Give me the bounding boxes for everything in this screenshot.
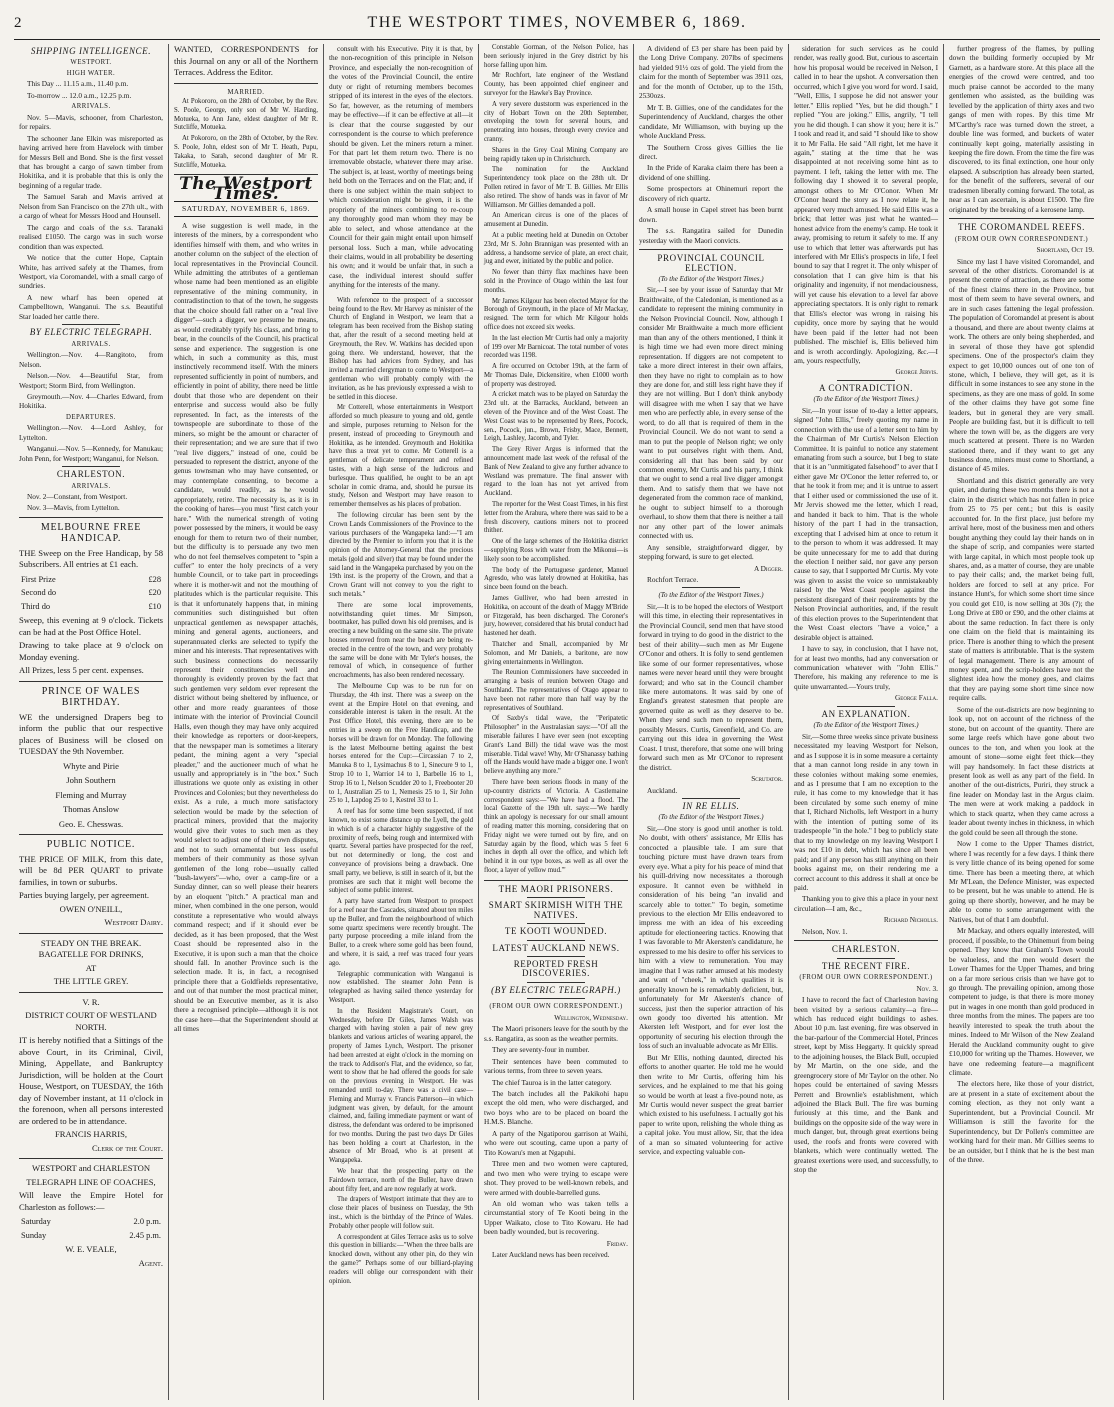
shipping-paragraph: A new wharf has been opened at Campbelltown, Wanganui. The s.s. Beautiful Star loaded her cattle there.: [19, 292, 163, 321]
news-paragraph: The drapers of Westport intimate that they are to close their places of business on Tuesday, the 9th inst., which is the birthday of the Prince of Wales. Probably other people will follow suit.: [329, 1196, 473, 1230]
masthead: [14, 14, 1100, 40]
divider: [19, 517, 163, 518]
to-editor-line: (To the Editor of the Westport Times.): [658, 591, 764, 600]
report-paragraph: Shortland and this district generally are very quiet, and during these two months there is not a claim in the district which has not fallen in price from 25 to 75 per cent.; but this is easily accounted for. In the first place, just before my arrival here, most of the business men and others bought anything they could lay their hands on in the shape of scrip, and companies were started with large capital, in which most people took up shares, and, as a matter of course, they are unable to pay their calls; and, the market being full, holders are forced to sell at any price. For instance Hunt's, for which some short time since you could get £10, is now selling at 30s (?); the Long Drive at £80 or £90, and the other claims at about the same reduction. In fact there is only one claim on the field that is maintaining its price. There is another thing to which the present state of matters is attributable. That is the system of legal management. There is any amount of money spent, and the scrip-holders have not the slightest idea how the money goes, and claims that they are paying some short time since now require calls.: [949, 475, 1094, 703]
column-7: [944, 44, 1099, 1400]
court-ad: [19, 997, 163, 1155]
arrivals-heading: ARRIVALS.: [71, 482, 111, 490]
to-editor-line: (To the Editor of the Westport Times.): [658, 813, 764, 822]
drapers-list: [19, 761, 163, 831]
telegram-paragraph: A dividend of £3 per share has been paid by the Long Drive Company. 207lbs of specimens had yielded 91½ ozs of gold. The yield from the claim for the month of September was 3911 ozs, and for the month of October, up to the 15th, 2530ozs.: [639, 44, 783, 101]
charleston-heading: CHARLESTON.: [831, 944, 901, 955]
coach-time: 2.0 p.m.: [133, 1217, 161, 1227]
draper-name: Fleming and Murray: [55, 789, 127, 800]
arrival-entry: Nov. 5—Mavis, schooner, from Charleston, for repairs.: [19, 112, 163, 132]
high-water-heading: HIGH WATER.: [66, 69, 116, 77]
telegraph-subheading: (BY ELECTRIC TELEGRAPH.): [491, 984, 621, 995]
coach-day: Saturday: [21, 1217, 51, 1227]
marriage-notice: At Pokororo, on the 28th of October, by the Rev. S. Poole, John, eldest son of Mr T. Heath, Pupu, Takaka, to Sarah, second daughter of Mr R. Sutcliffe, Motueka.: [174, 135, 318, 169]
telegram-paragraph: The chief Tauroa is in the latter category.: [492, 1077, 612, 1087]
letter-paragraph: Sir,—One story is good until another is told. No doubt, with others' assistance, Mr Ellis has concocted a plausible tale. I am sure that touching picture must have drawn tears from every eye. What a pity for his peace of mind that his quill-driving now necessitates a thorough exposure. It cannot even be withheld in consideration of his being "an invalid and scarcely able to totter." To begin, sometime previous to the election Mr Ellis endeavored to impress me with an idea of his exceeding aptitude for electioneering tactics. Knowing that I was favorable to Mr Akersten's candidature, he expressed to me his desire to offer his services to him with a view to remuneration. You may imagine that I was rather amused at his modesty and want of "cheek," in which qualities it is generally known he is remarkably deficient, but, unfortunately for Mr Akersten's chance of success, just then the superior attraction of his own goody too diverted his attention. Mr Akersten left Westport, and for ever lost the opportunity of securing his election through the loss of such an invaluable advocate as Mr Ellis.: [639, 823, 783, 1051]
column-3: [324, 44, 479, 1400]
high-water-today: This Day ... 11.15 a.m., 11.40 p.m.: [27, 79, 129, 89]
divider: [682, 587, 740, 588]
news-paragraph: The body of the Portuguese gardener, Manuel Agresdo, who was lately drowned at Hokitika, has since been found on the beach.: [484, 566, 628, 592]
coach-signature: W. E. VEALE,: [65, 1244, 117, 1255]
telegram-paragraph: Three men and two women were captured, and two men who were trying to escape were shot. They proved to be well-known rebels, and were armed with double-barrelled guns.: [484, 1159, 628, 1197]
divider: [682, 798, 740, 799]
news-paragraph: The nomination for the Auckland Superintendency took place on the 28th ult. Dr Pollen retired in favor of Mr T. B. Gillies. Mr Ellis also retired. The show of hands was in favor of Mr Williamson. Mr Gillies demanded a poll.: [484, 166, 628, 209]
news-paragraph: A cricket match was to be played on Saturday the 23rd ult. at the Barracks, Auckland, between an eleven of the Province and of the West Coast. The West Coast was to be represented by Rees, Pocock, sen., Pocock, jun., Brown, Frisby, Mace, Bennett, Leigh, Lashley, Jacomb, and Tyler.: [484, 391, 628, 443]
coach-heading: WESTPORT and CHARLESTON: [31, 1163, 151, 1174]
departure-entry: Wellington.—Nov. 4—Lord Ashley, for Lyttelton.: [19, 423, 163, 442]
wanted-text: WANTED, CORRESPONDENTS for this Journal on any or all of the Northern Terraces. Address the Editor.: [174, 44, 318, 77]
newspaper-title: THE WESTPORT TIMES, NOVEMBER 6, 1869.: [367, 14, 747, 31]
news-paragraph: In the last election Mr Curtis had only a majority of 199 over Mr Barnicoat. The total number of votes recorded was 1198.: [484, 334, 628, 360]
auckland-heading: LATEST AUCKLAND NEWS.: [492, 942, 620, 953]
divider: [174, 83, 318, 84]
report-paragraph: I have to record the fact of Charleston having been visited by a serious calamity—a fire—which has reduced eight buildings to ashes. About 10 p.m. last evening, fire was observed in the bar-parlour of the Commercial Hotel, Princes street, kept by Miss Heggarty. It quickly spread to the adjoining houses, the Black Bull, occupied by Mr Martin, on the one side, and the greengrocery store of Mr Taylor on the other. No hopes could be entertained of saving Messrs Perrett and Brownlie's establishment, which adjoined the Black Bull. The fire was burning furiously at this time, and the Bank and buildings on the opposite side of the way were in much danger, but, through great exertions being used, the roofs and fronts were covered with blankets, which were continually wetted. The greatest exertions were used, and successfully, to stop the: [794, 995, 938, 1175]
telegram-paragraph: A party of the Ngatiporou garrison at Waihi, who were out scouting, came upon a party of Tito Kowaru's men at Ngapuhi.: [484, 1128, 628, 1157]
telegram-paragraph: The Southern Cross gives Gillies the lie direct.: [639, 142, 783, 161]
divider: [949, 218, 1094, 219]
news-paragraph: In the Resident Magistrate's Court, on Wednesday, before Dr Giles, James Walsh was charged with having stolen a pair of new grey blankets and various articles of wearing apparel, the property of James Lynch, Westport. The prisoner had been arrested at eight o'clock in the morning on the track to Addison's Flat, and the evidence, so far, went to show that he had offered the goods for sale on the previous evening in Westport. He was remanded until to-day. There was a civil case—Fleming and Murray v. Francis Patterson—in which judgment was given, by default, for the amount claimed, and, failing immediate payment or want of distress, the defendant was ordered to be imprisoned for two months. During the past two days Dr Giles has been holding a court at Charleston, in the absence of Mr Broad, who is at present at Wangapeka.: [329, 1007, 473, 1165]
correspondent-line: (FROM OUR OWN CORRESPONDENT.): [489, 1003, 623, 1011]
maori-heading: THE MAORI PRISONERS.: [498, 883, 614, 894]
shipping-paragraph: The schooner Jane Elkin was misreported as having arrived here from Havelock with timber for Messrs Bell and Bond. She is the first vessel that has brought a cargo of sawn timber from Hokitika, and it is probable that this is only the beginning of a regular trade.: [19, 133, 163, 190]
news-paragraph: The Reunion Commissioners have succeeded in arranging a basis of reunion between Otago and Southland. The representatives of Otago appear to have been not rather more than half way by the representatives of Southland.: [484, 669, 628, 712]
handicap-ad: [19, 522, 163, 677]
telegram-paragraph: They are seventy-four in number.: [492, 1045, 590, 1055]
coach-ad: [19, 1163, 163, 1269]
contradiction-heading: A CONTRADICTION.: [818, 382, 914, 393]
divider: [19, 834, 163, 835]
milk-text: THE PRICE OF MILK, from this date, will be 8d PER QUART to private families, in town or suburbs.: [19, 853, 163, 887]
draper-name: Thomas Anslow: [62, 804, 120, 815]
milk-signature: OWEN O'NEILL,: [59, 903, 123, 914]
correspondent-line: (FROM OUR OWN CORRESPONDENT.): [799, 974, 933, 982]
shipping-paragraph: The cargo and coals of the s.s. Taranaki realised £1050. The cargo was in such worse condition than was expected.: [19, 222, 163, 251]
dateline: Shortland, Oct 19.: [1036, 245, 1094, 255]
to-editor-line: (To the Editor of the Westport Times.): [813, 395, 919, 404]
divider: [527, 956, 585, 957]
sweep-note: Sweep, this evening at 9 o'clock. Tickets can be had at the Post Office Hotel.: [19, 615, 163, 637]
columns: [14, 44, 1100, 1400]
draper-name: John Southern: [66, 775, 116, 786]
coach-time: 2.45 p.m.: [129, 1230, 161, 1240]
prize-value: £20: [148, 588, 161, 598]
birthday-ad: [19, 686, 163, 831]
coach-agent: Agent.: [138, 1257, 163, 1268]
paper-nameplate: The Westport Times.: [179, 174, 313, 204]
editorial-continued: consult with his Executive. Pity it is that, by the non-recognition of this principle in Nelson Province, and especially the non-recognition of the votes of the Provincial Council, the entire duty or right of returning members becomes stripped of its interest in the eyes of the electors. So far, however, as the returning of members may be effective—if it can be effective at all—it is clear that the course suggested by our correspondent is the course to which preference should be given. Let the miners return a miner. For that part let them return two. There is no irremovable obstacle, whatever there may arise. The subject is, at least, worthy of meetings being held both on the Terraces and on the Flat; and, if there is one subject within the main subject to which consideration might be given, it is the propriety of the miners combining to re-coup any thoroughly good man whom they may be able to select, and whose attendance at the Council for their gain might entail upon himself personal loss. Such a man, while advocating their claims, would in all probability be deserting his own; and it would be unfair that, in such a case, the individual interest should suffer anything for the interests of the many.: [329, 44, 473, 290]
divider: [527, 982, 585, 983]
telegram-paragraph: Their sentences have been commuted to various terms, from three to seven years.: [484, 1056, 628, 1076]
news-paragraph: A party have started from Westport to prospect for a reef near the Cascades, situated about ten miles up the Buller, and from the neighbourhood of which some quartz specimens were recently brought. The party purpose proceeding a mile inland from the Buller, to a creek where some gold has been found, and where, it is said, a reef was traced four years ago.: [329, 898, 473, 967]
letter-paragraph: Sir,—I see by your issue of Saturday that Mr Braithwaite, of the Caledonian, is mentioned as a candidate to represent the mining community in the Nelson Provincial Council. Now, although I consider Mr Braithwaite a much more efficient man than any of the others mentioned, I think it is high time we had even more direct mining representation. If diggers are not competent to take a more direct interest in their own affairs, then they have no right to complain as to how they are done for, and still less right have they if they are not willing. But I don't think anybody will disagree with me when I say that we have men who are perfectly able, in every sense of the word, to do all that is required of them in the Provincial Council. We do not want to send a man to put the people of Nelson right; we only want to put ourselves right with them. And, considering all that has been said by our common enemy, Mr Curtis and his party, I think that we ought to send a real live digger amongst them. And to satisfy them that we have not degenerated from the common race of mankind, he ought to subject himself to a thorough overhaul, to show them that there is neither a tail nor any other part of the lower animals connected with us.: [639, 285, 783, 541]
telegraph-entry: Nelson.—Nov. 4—Beautiful Star, from Westport; Storm Bird, from Wellington.: [19, 371, 163, 390]
shipping-paragraph: We notice that the cutter Hope, Captain White, has arrived safely at the Thames, from Westport, via Coromandel, with a small cargo of sundries.: [19, 253, 163, 291]
divider: [19, 1158, 163, 1159]
dateline: Nov. 3.: [916, 983, 938, 993]
handicap-heading: MELBOURNE FREE HANDICAP.: [40, 521, 142, 545]
news-paragraph: There are some local improvements, notwithstanding quiet times. Mr Simpson, bootmaker, has pulled down his old premises, and is erecting a new building on the same site. The private houses removed from near the beach are being re-erected in the centre of the town, and very probably the same will be done with Mr Tyler's houses, the removal of which, in consequence of further encroachments, has also been rendered necessary.: [329, 601, 473, 680]
report-paragraph: Since my last I have visited Coromandel, and several of the other districts. Coromandel is at present the centre of attraction, as there are some of the finest claims there in the Province, but most of them seem to have several owners, and are in such cases fattening the legal profession. The population of Coromandel at present is about a thousand, and there are about twenty claims at work. The others are only being shepherded, and in several of those they have got splendid specimens. One of the prospector's claim they expect to get 10,000 ounces out of one ton of stone, which, I believe, they will get, as it is difficult in some instances to see any stone in the specimens, as they are one mass of gold. In some of the other claims they have got some fine leaders, but in general they are very small. People are building fast, but it is difficult to tell where the town will be, as the diggers are very much scattered at present. There is no Warden stationed there, and if they want to get any business done, miners must come to Shortland, a distance of 45 miles.: [949, 256, 1094, 474]
telegram-paragraph: The Maori prisoners leave for the south by the s.s. Rangatira, as soon as the weather permits.: [484, 1024, 628, 1043]
letter-signature: George Jervis.: [895, 367, 938, 377]
coromandel-heading: THE COROMANDEL REEFS.: [957, 222, 1086, 233]
column-6: [789, 44, 944, 1400]
letter-signature: A Digger.: [753, 563, 783, 573]
coach-text: Will leave the Empire Hotel for Charleston as follows:—: [19, 1190, 163, 1212]
notice-heading: PUBLIC NOTICE.: [46, 839, 136, 851]
charleston-entry: Nov. 3—Mavis, from Lyttelton.: [27, 503, 120, 513]
letter-place: Nelson, Nov. 1.: [802, 926, 848, 936]
telegraph-entry: Wellington.—Nov. 4—Rangitoto, from Nelson.: [19, 350, 163, 369]
birthday-text: WE the undersigned Drapers beg to inform the public that our respective places of Business will be closed on TUESDAY the 9th November.: [19, 711, 163, 757]
skirmish-heading: SMART SKIRMISH WITH THE NATIVES.: [488, 900, 624, 920]
divider: [19, 681, 163, 682]
divider: [837, 706, 895, 707]
report-paragraph: Now I come to the Upper Thames district, where I was recently for a few days. I think there is very little chance of its being opened for some time. There has been a meeting there, at which Mr M'Lean, the Defence Minister, was expected to be present, but he was unable to attend. He is going up there shortly, however, and he may be able to come to some arrangement with the Natives, but of that I am doubtful.: [949, 839, 1094, 924]
prizes-note: All Prizes, less 5 per cent. expenses.: [19, 665, 144, 676]
divider: [527, 923, 585, 924]
coach-times: [19, 1215, 163, 1242]
wanted-ad: [174, 44, 318, 79]
letter-paragraph: I have to say, in conclusion, that I have not, for at least two months, had any conversation or communication whatever with "John Ellis." Therefore, his making any reference to me is quite unwarranted.—Yours truly,: [794, 644, 938, 691]
news-paragraph: The following circular has been sent by the Crown Lands Commissioners of the Province to the various purchasers of the Wangapeka land:—"I am directed by the Premier to inform you that it is the opinion of the Attorney-General that the precious metals (gold and silver) that may be found under the said land in the Wangapeka purchased by you on the 19th inst. is the property of the Crown, and that a Crown Grant will not convey to you the right to such metals.": [329, 511, 473, 599]
telegram-paragraph: Some prospectors at Ohinemuri report the discovery of rich quartz.: [639, 184, 783, 203]
grey-text: STEADY ON THE BREAK. BAGATELLE FOR DRINKS,: [38, 937, 144, 960]
coach-subheading: TELEGRAPH LINE OF COACHES,: [26, 1176, 156, 1187]
royal-cypher: V. R.: [82, 996, 100, 1007]
divider: [19, 992, 163, 993]
shipping-paragraph: The Samuel Sarah and Mavis arrived at Nelson from San Francisco on the 27th ult., with a cargo of wheat for Messrs Hood and Hounsell.: [19, 192, 163, 221]
news-paragraph: A fire occurred on October 19th, at the farm of Mr Thomas Dale, Dickensitire, when £1000 worth of property was destroyed.: [484, 363, 628, 388]
arrivals-heading: ARRIVALS.: [71, 103, 111, 111]
telegram-paragraph: An old woman who was taken tells a circumstantial story of Te Kooti being in the Upper Waikato, close to Tito Kowaru. He had been badly wounded, but is recovering.: [484, 1198, 628, 1237]
prize-row: [19, 573, 163, 587]
divider: [794, 940, 938, 941]
news-paragraph: The Grey River Argus is informed that the announcement made last week of the refusal of the Bank of New Zealand to give any further advance to Westland was premature. The final answer with regard to the loan has not yet arrived from Auckland.: [484, 446, 628, 498]
handicap-text: THE Sweep on the Free Handicap, by 58 Subscribers. All entries at £1 each.: [19, 547, 163, 570]
marriage-notice: At Pokororo, on the 28th of October, by the Rev. S. Poole, George, only son of Mr W. Harding, Motueka, to Ann Jane, eldest daughter of Mr R. Sutcliffe, Motueka.: [174, 97, 318, 132]
column-2: [169, 44, 324, 1400]
letter-paragraph: Sir,—Some three weeks since private business necessitated my leaving Westport for Nelson, and as I suppose it is in some measure a certainty that a man cannot long reside in any town in these colonies without making some enemies, and as I presume that I am no exception to the rule, it has come to my knowledge that it has been circulated by some such enemy of mine that I, Richard Nicholls, left Westport in a hurry with the intention of putting some of its tradespeople "in the hole." I beg to publicly state that to my knowledge on my leaving Westport I was not £10 in debt, which has since all been paid; and if any person has still anything on their books against me, on their rendering me a correct account to this address it shall at once be paid.: [794, 731, 938, 892]
news-paragraph: A reef has for some time been suspected, if not known, to exist some distance up the Lyell, the gold in which is of a character highly suggestive of the proximity of reefs, being rough and intermixed with quartz. Several parties have prospected for the reef, but not determinedly or long, the cost and conveyance of provisions being a drawback. One small party, we believe, is still in search of it, but the promises are such that it might well become the subject of some public interest.: [329, 808, 473, 895]
report-paragraph: further progress of the flames, by pulling down the building formerly occupied by Mr Garnett, as a hardware store. At this place all the energies of the crowd were centred, and too much praise cannot be accorded to the many gentlemen who assisted, as the building was levelled by the application of thirty axes and two gangs of men with ropes. By this time Mr M'Carthy's race was turned down the street, a double line was formed, and buckets of water continually kept going, materially assisting in keeping the fire down. From the time the fire was discovered, to its final extinction, one hour only elapsed. A subscription has already been started, for the benefit of the sufferers, several of our tradesmen liberally coming forward. The total, as near as I can ascertain, is about £1500. The fire originated by the breaking of a kerosene lamp.: [949, 44, 1094, 214]
court-clerk: Clerk of the Court.: [91, 1142, 163, 1153]
milk-ad: [19, 839, 163, 929]
divider: [484, 880, 628, 881]
telegram-paragraph: A small house in Capel street has been burnt down.: [639, 205, 783, 224]
divider: [837, 380, 895, 381]
kooti-heading: TE KOOTI WOUNDED.: [504, 926, 608, 937]
divider: [372, 293, 430, 294]
charleston-entry: Nov. 2—Constant, from Westport.: [27, 492, 128, 502]
court-signature: FRANCIS HARRIS,: [54, 1129, 128, 1140]
coach-day: Sunday: [21, 1230, 47, 1240]
news-paragraph: Thatcher and Small, accompanied by Mr Solomon, and Mr Daniels, a baritone, are now giving entertainments in Wellington.: [484, 641, 628, 666]
departure-entry: Wanganui.—Nov. 5—Kennedy, for Manukau; John Penn, for Westport; Wanganui, for Nelson.: [19, 444, 163, 463]
page-number: 2: [14, 15, 22, 31]
ellis-heading: IN RE ELLIS.: [682, 800, 740, 811]
draper-name: Geo. E. Chesswas.: [58, 818, 124, 829]
letter-paragraph: Any sensible, straightforward digger, by stepping forward, is sure to get elected.: [639, 542, 783, 562]
charleston-heading: CHARLESTON.: [56, 469, 126, 480]
editorial-text: A wise suggestion is well made, in the interests of the miners, by a correspondent who identifies himself with them, and who writes in another column on the subject of the election of local representatives in the Provincial Council. While admitting the attributes of a gentleman whose name had been mentioned as an eligible representative of the mining community, in contradistinction to that of the town, he suggests that the choice should fall rather on a "real live digger"—such a digger, we presume he means, as would creditably typify his class, and bring to bear, in the councils of the Council, his practical sense and experience. The suggestion is one which, in such a community as this, must instinctively recommend itself. With the miners represented sufficiently in point of numbers, and efficiently in point of ability, there need be little doubt that those who are dependent on their enterprise and success would also be fully represented. In fact, as the interests of the townspeople are subordinate to those of the miners, so might be the amount or character of their representation; and we are sure that if two "real live diggers," instead of one, could be persuaded to represent the district, anyone of the genus townsman who may have consented, or may contemplate consenting, to become a candidate, would readily, as he would appropriately, retire. The necessity is, as it is in the cooking of hares—you must "first catch your hare." With the numerical strength of voting power possessed by the miners, it would be easy enough for them to return two of their number, but the difficulty is to persuade any two men who do not feel themselves competent to "spin a cuffer" to enter the holy precincts of a very humble Council, or to take part in proceedings where it is mother-wit and not the mouthing of platitudes which is the particular requisite. This is that it unfortunately happens that, in mining communities such distinguished but often unpractical gentlemen as newspaper attachés, mining and general agents, auctioneers, and superannuated clerks are selected to typify the miner and his interests. That representatives with such business connections do necessarily represent their constituencies well and thoroughly is evidently proven by the fact that such gentlemen very seldom ever represent the district without being sheltered by influence, or other and more ready guarantees of those intimate with the interior of Provincial Council Halls, even though they may have only acquired their knowledge as reporters or door-keepers, that the newspaper man is sometimes a literary pedant, the mining agent a very "special pleader," and the auctioneer much of what he usually and appropriately is in "the box." Such illustrations we quote only as existing in other Provinces and Colonies; but they nevertheless do exist. As a rule, a much more satisfactory selection would be made by the selection of practical miners, provided that the majority would give their votes to such men as they would select to adjust one of their own disputes, and not to such ornamental but less useful members of their community as those sylvan gentlemen of the long robe—usually called "bush-lawyers"—who, over a camp-fire or a Sunday dinner, can so well please their hearers by an eloquent "pitch." A practical man and miner, when combined in the one person, would constitute a representative who would always command respect; and if it should ever be decided, as it has been proposed, that the West Coast should be represented also in the Executive, it is upon such a man that the choice should fall. In another Province such is the selection made. It is, in fact, a recognised principle there that a Goldfields representative, and out of that number the most practical miner, should be an Executive member, as it is also there a recognised principle—although it is not the case here—that the Superintendent should at all times: [174, 220, 318, 1034]
news-paragraph: A very severe duststorm was experienced in the city of Hobart Town on the 20th September, enveloping the town for several hours, and penetrating into houses, through every crevice and cranny.: [484, 100, 628, 143]
letter-place: Auckland.: [647, 785, 678, 795]
editorial-date: SATURDAY, NOVEMBER 6, 1869.: [174, 201, 318, 216]
grey-at: AT: [85, 962, 97, 973]
birthday-heading: PRINCE OF WALES BIRTHDAY.: [41, 685, 141, 709]
dateline: Wellington, Wednesday.: [554, 1012, 628, 1022]
drawing-note: Drawing to take place at 9 o'clock on Monday evening.: [19, 640, 163, 662]
news-paragraph: Shares in the Grey Coal Mining Company are being rapidly taken up in Christchurch.: [484, 146, 628, 163]
news-paragraph: An American circus is one of the places of amusement at Dunedin.: [484, 212, 628, 229]
news-paragraph: No fewer than thirty flax machines have been sold in the Province of Otago within the last four months.: [484, 269, 628, 294]
report-paragraph: Some of the out-districts are now beginning to look up, not on account of the richness of the stone, but on account of the quantity. There are some large reefs which have gone about two ounces to the ton, and when you look at the amount of stone—some eight feet thick—they will pay handsomely. In fact these districts at present look as well as any part of the field. In another of the out-districts, Puriri, they struck a fine leader on Monday last in the Argus claim. The men were at work making a paddock in which to stack quartz, when they came across a leader about twenty inches in thickness, in which the gold could be seen all through the stone.: [949, 704, 1094, 837]
news-paragraph: James Gulliver, who had been arrested in Hokitika, on account of the death of Maggy M'Bride or Fitzgerald, has been discharged. The Coroner's jury, however, considered that his brutal conduct had hastened her death.: [484, 595, 628, 638]
letter-place: Rochfort Terrace.: [647, 575, 699, 585]
coach-time-row: [19, 1229, 163, 1243]
fire-heading: THE RECENT FIRE.: [821, 960, 911, 971]
news-paragraph: Of Saxby's tidal wave, the "Peripatetic Philosopher" in the Australasian says:—"Of all the miserable failures I have ever seen (not excepting Grant's Land Bill) the tidal wave was the most miserable. Tidal wave! Why, Mr O'Shanassy bathing off the Hands would have made a bigger one. I won't believe anything any more.": [484, 715, 628, 776]
prize-label: First Prize: [21, 574, 56, 584]
column-5: [634, 44, 789, 1400]
milk-note: Parties buying largely, per agreement.: [19, 890, 150, 901]
prize-table: [19, 573, 163, 614]
prize-label: Third do: [21, 601, 51, 611]
letter-signature: George Falla.: [895, 693, 938, 703]
telegraph-heading: BY ELECTRIC TELEGRAPH.: [29, 327, 153, 338]
telegram-paragraph: Mr T. B. Gillies, one of the candidates for the Superintendency of Auckland, charges the other candidate, Mr Williamson, with buying up the whole Auckland Press.: [639, 102, 783, 141]
divider: [639, 249, 783, 250]
news-paragraph: Telegraphic communication with Wanganui is now established. The steamer John Penn is telegraphed as having sailed thence yesterday for Westport.: [329, 970, 473, 1004]
divider: [19, 933, 163, 934]
arrivals-heading: ARRIVALS.: [71, 340, 111, 348]
column-1: [14, 44, 169, 1400]
high-water-tomorrow: To-morrow ... 12.0 a.m., 12.25 p.m.: [27, 90, 132, 100]
court-text: IT is hereby notified that a Sittings of the above Court, in its Criminal, Civil, Mining, Appellate, and Bankruptcy Jurisdiction, will be holden at the Court House, Westport, on TUESDAY, the 16th day of November instant, at 11 o'clock in the forenoon, when all persons interested are ordered to be in attendance.: [19, 1035, 163, 1126]
letter-paragraph: But Mr Ellis, nothing daunted, directed his efforts to another quarter. He told me he would then write to Mr Curtis, offering him his services, and he explained to me that his going so would be worth at least a five-pound note, as Mr Curtis would never suspect the great barrier which existed to his usefulness. I actually got his paper to write upon, relishing the whole thing as a capital joke. You must allow, Sir, that the idea of a man so situated volunteering for active service, and expecting valuable con-: [639, 1052, 783, 1157]
news-paragraph: With reference to the prospect of a successor being found to the Rev. Mr Harvey as minister of the Church of England in Westport, we learn that a telegram has been received from the Bishop stating that, after the result of a second meeting held at Greymouth, the Rev. W. Watkins has decided upon going there. We understand, however, that the Bishop has had advices from Sydney, and has invited a married clergyman to come to Westport—a gentleman who will probably comply with the invitation, as he has previously expressed a wish to be settled in this diocese.: [329, 296, 473, 401]
divider: [527, 940, 585, 941]
married-heading: MARRIED.: [227, 88, 265, 96]
divider: [62, 324, 120, 325]
election-heading: PROVINCIAL COUNCIL ELECTION.: [657, 253, 765, 273]
discoveries-heading: REPORTED FRESH DISCOVERIES.: [513, 958, 599, 979]
report-paragraph: The electors here, like those of your district, are at present in a state of excitement about the coming election, as they not only want a Superintendent, but a Provincial Council. Mr Williamson is still the favorite for the Superintendency, but Dr Pollen's committee are working hard for their man. Mr Gillies seems to be an outsider, but I think that he is the best man of the three.: [949, 1079, 1094, 1165]
court-heading: DISTRICT COURT OF WESTLAND NORTH.: [25, 1010, 157, 1032]
explanation-heading: AN EXPLANATION.: [821, 708, 911, 719]
little-grey-ad: [19, 938, 163, 988]
letter-signature: Scrutator.: [751, 774, 783, 784]
news-paragraph: Mr James Kilgour has been elected Mayor for the Borough of Greymouth, in the place of Mr Mackay, resigned. The term for which Mr Kilgour holds office does not exceed six weeks.: [484, 297, 628, 331]
letter-paragraph: Sir,—In your issue of to-day a letter appears, signed "John Ellis," freely quoting my name in connection with the use of a letter sent to him by the Chairman of Mr Curtis's Nelson Election Committee. It is painful to notice any statement emanating from such a source, but I beg to state that it is an "unmitigated falsehood" to aver that I either gave Mr O'Conor the letter referred to, or that he took it from me; and it is untrue to assert that I either used or commissioned the use of it. Mr Jervis showed me the letter, which I read, and handed it back to him. That is the whole history of the part I had in the transaction, excepting that I advised him at once to return it to the person to whom it was addressed. It may be quite unnecessary for me to add that during the election I neither said, nor gave any person cause to say, that I supported Mr Curtis. My vote was given to assist the voice so unmistakeably raised by the West Coast people against the persistent disregard of their requirements by the Nelson Provincial authorities, and, if the result of this election proves to the Superintendent that the West Coast electors "have a voice," a desirable object is attained.: [794, 405, 938, 642]
prize-row: [19, 600, 163, 614]
news-paragraph: One of the large schemes of the Hokitika district—supplying Ross with water from the Mikonui—is likely soon to be accomplished.: [484, 538, 628, 563]
news-paragraph: Mr Cotterell, whose entertainments in Westport afforded so much pleasure to young and old, gentle and simple, purposes returning to Nelson for the present, instead of proceeding to Greymouth and Hokitika, as he intended. Greymouth and Hokitika have thus a treat yet to come. Mr Cotterell is a gentleman of delicate temperament and refined tastes, with a high sense of the ludicrous and burlesque. Thus qualified, he ought to be an apt scholar in comic drama, and, should he pursue its study, Nelson and Westport may have reason to remember themselves as his places of probation.: [329, 404, 473, 509]
coach-time-row: [19, 1215, 163, 1229]
to-editor-line: (To the Editor of the Westport Times.): [658, 274, 764, 283]
grey-name: THE LITTLE GREY.: [53, 976, 129, 987]
prize-label: Second do: [21, 588, 57, 598]
westport-heading: WESTPORT.: [70, 59, 112, 67]
milk-dairy: Westport Dairy.: [104, 917, 163, 928]
prize-row: [19, 586, 163, 600]
news-paragraph: A correspondent at Giles Terrace asks us to solve this question in billiards:—"When the three balls are knocked down, without any other pin, do they win the game?" Perhaps some of our billiard-playing readers will oblige our correspondent with their opinion.: [329, 1233, 473, 1285]
draper-name: Whyte and Pirie: [63, 760, 119, 771]
letter-paragraph: Thanking you to give this a place in your next circulation—I am, &c.,: [794, 894, 938, 913]
to-editor-line: (To the Editor of the Westport Times.): [813, 721, 919, 730]
divider: [527, 897, 585, 898]
news-paragraph: The Melbourne Cup was to be run for on Thursday, the 4th inst. There was a sweep on the event at the Empire Hotel on that evening, and considerable interest is taken in the result. At the Post Office Hotel, this evening, there are to be entries in a sweep on the Free Handicap, and the horses will be drawn for on Monday. The following is the latest Melbourne betting against the best horses entered for the Cup:—Circassian 7 to 2, Manuka 8 to 1, Lysimachus 8 to 1, Sinecure 9 to 1, Strop 10 to 1, Warrior 14 to 1, Barbelle 16 to 1, Strop 16 to 1, Nelson Scudder 20 to 1, Freebooter 20 to 1, Australian 25 to 1, Nemesis 25 to 1, Sir John 25 to 1, Lapdog 25 to 1, Kestrel 33 to 1.: [329, 683, 473, 805]
telegram-paragraph: The s.s. Rangatira sailed for Dunedin yesterday with the Maori convicts.: [639, 226, 783, 245]
divider: [62, 466, 120, 467]
telegram-paragraph: Later Auckland news has been received.: [492, 1250, 610, 1260]
news-paragraph: We hear that the prospecting party on the Fairdown terrace, north of the Buller, have drawn about fifty feet, and are now regularly at work.: [329, 1168, 473, 1193]
shipping-heading: SHIPPING INTELLIGENCE.: [30, 46, 152, 56]
telegram-paragraph: The batch includes all the Pakikohi hapu except the old men, who were discharged, and two boys who are to be placed on board the H.M.S. Blanche.: [484, 1088, 628, 1127]
news-paragraph: At a public meeting held at Dunedin on October 23rd, Mr S. John Brannigan was presented with an address, a handsome service of plate, an erect chair, jug and ewer, initiated by the public and police.: [484, 231, 628, 266]
correspondent-line: (FROM OUR OWN CORRESPONDENT.): [954, 235, 1089, 243]
prize-value: £10: [148, 601, 161, 611]
letter-signature: Richard Nicholls.: [883, 915, 938, 925]
prize-value: £28: [148, 574, 161, 584]
report-paragraph: Mr Mackay, and others equally interested, will proceed, if possible, to the Ohinemuri from being opened. They know that Graham's Town would be valueless, and the men would desert the Lower Thames for the Upper Thames, and bring on a far more serious crisis than we have got to go through. The prevailing opinion, among those competent to judge, is that there is more money put in wages in one month than gold produced in three months from the mines. The papers are too heavily interested to speak the truth about the mines. Indeed to Mr Wilson of the New Zealand Herald the Auckland community ought to give £10,000 for writing up the Thames. However, we have one redeeming feature—a magnificent climate.: [949, 926, 1094, 1078]
news-paragraph: Mr Rochfort, late engineer of the Westland County, has been appointed chief engineer and surveyor for the Hawke's Bay Province.: [484, 72, 628, 97]
divider: [837, 958, 895, 959]
dateline: Friday.: [606, 1238, 628, 1248]
news-paragraph: Constable Gorman, of the Nelson Police, has been seriously injured in the Grey district by his horse falling upon him.: [484, 44, 628, 69]
telegram-paragraph: In the Pride of Karaka claim there has been a dividend of one shilling.: [639, 163, 783, 182]
news-paragraph: The reporter for the West Coast Times, in his first letter from the Arahura, where there was said to be a fresh discovery, cautions miners not to proceed thither.: [484, 501, 628, 535]
telegraph-entry: Greymouth.—Nov. 4—Charles Edward, from Hokitika.: [19, 391, 163, 411]
letter-paragraph: Sir,—It is to be hoped the electors of Westport will this time, in electing their representatives in the Provincial Council, send men that have stood forward in trying to do good in the district to the best of their ability—such men as Mr Eugene O'Conor and others. It is folly to send gentlemen like some of our former representatives, whose names were never heard until they were brought forward; and who sat in the Council chamber like mere automatons. It was said by one of England's greatest statesmen that people are governed quite as well as they deserve to be. When they send such men to represent them, possibly Messrs. Curtis, Greenfield, and Co. are carrying out this idea in governing the West Coast. I trust, therefore, that some one will bring forward such men as Mr O'Conor to represent the district.: [639, 601, 783, 772]
divider: [527, 998, 585, 999]
letter-paragraph: sideration for such services as he could render, was really good. But, curious to ascertain how his proposal would be received in Nelson, I called in to hear the upshot. A conversation then occurred, which I give you word for word. I said, "Well, Ellis, I suppose he did not answer your letter." Ellis replied "Yes, but he did though." I replied "You are joking." Ellis, angrily, "I tell you he did though. I can show it you; here it is." I took and read it, and said "I should like to show it to Mr Falla. He said "All right, let me have it again," stating at the time that he was disappointed at not receiving some hint as to payment. I left, taking the letter with me. The following day I showed it to several people, amongst others to Mr O'Conor. When Mr O'Conor heard the story as I now relate it, he appeared very much amused. He said Ellis was a brick; that letter was just what he wanted—honest advice from the enemy's camp. He took it away, promising to return it safely to me. If any use to which that letter was afterwards put has interfered with Mr Ellis's prospects in life, I feel bound to say that I regret it. The only whisper of consolation that I can give him is that his originality and ingenuity, if not mendaciousness, will yet cause his elevation to a level far above appreciating spectators. It is only right to remark that Ellis's elector was wrong in raising his cupidity, once more by saying that he would have been paid if the letter had not been published. The mischief is, Ellis believed him and is wroth accordingly. Apologizing, &c.—I am, yours respectfully,: [794, 44, 938, 365]
news-paragraph: There have been serious floods in many of the up-country districts of Victoria. A Castlemaine correspondent says:—"We have had a flood. The local Gazette of the 19th ult. says:—'We hardly think an apology is necessary for our small amount of reading matter this morning, considering that on Friday night we were turned out by fire, and on Saturday again by the flood, which was 5 feet 6 inches in depth all over the office, and which left behind it in our type boxes, as well as all over the floor, a layer of yellow mud.'": [484, 778, 628, 874]
departures-heading: DEPARTURES.: [66, 413, 116, 421]
column-4: [479, 44, 634, 1400]
